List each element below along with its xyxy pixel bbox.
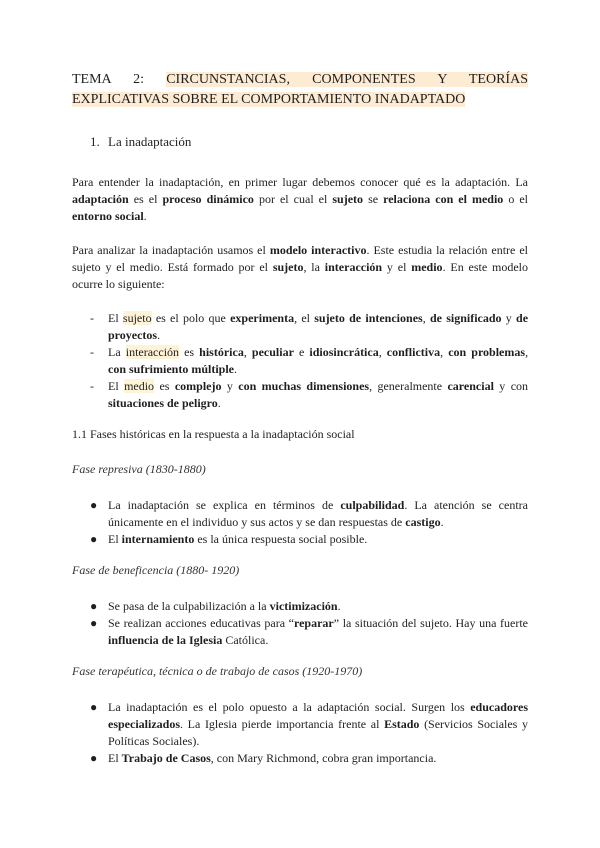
model-components-list (72, 310, 528, 412)
list-item: ● La inadaptación es el polo opuesto a la adaptación social. Surgen los educadores especializados. La Iglesia pierde importancia frente al Estado (Servicios Sociales y Políticas Sociales). (90, 700, 528, 748)
title-text: CIRCUNSTANCIAS, COMPONENTES Y TEORÍAS EXPLICATIVAS SOBRE EL COMPORTAMIENTO INADAPTADO (72, 72, 528, 107)
document-title (72, 70, 528, 110)
section-heading (90, 134, 528, 150)
phase-title: Fase de beneficencia (1880- 1920) (72, 563, 240, 577)
section-number: 1. (90, 134, 100, 149)
phase-list (72, 497, 528, 548)
section-label: La inadaptación (108, 134, 192, 149)
phase-title: Fase terapéutica, técnica o de trabajo de casos (1920-1970) (72, 664, 363, 678)
subsection-heading: 1.1 Fases históricas en la respuesta a la inadaptación social (72, 427, 355, 441)
list-item: - El sujeto es el polo que experimenta, el sujeto de intenciones, de significado y de proyectos. (90, 311, 529, 342)
phase-list (72, 598, 528, 649)
paragraph-adaptation: Para entender la inadaptación, en primer lugar debemos conocer qué es la adaptación. La adaptación es el proceso dinámico por el cual el sujeto se relaciona con el medio o el entorno social. (72, 175, 529, 223)
paragraph-model: Para analizar la inadaptación usamos el modelo interactivo. Este estudia la relación entre el sujeto y el medio. Está formado por el sujeto, la interacción y el medio. En este modelo ocurre lo siguiente: (72, 243, 528, 291)
list-item: ● El Trabajo de Casos, con Mary Richmond, cobra gran importancia. (90, 751, 437, 765)
phase-title: Fase represiva (1830-1880) (72, 462, 206, 476)
list-item: ● La inadaptación se explica en términos de culpabilidad. La atención se centra únicamente en el individuo y sus actos y se dan respuestas de castigo. (90, 498, 528, 529)
title-prefix: TEMA 2: (72, 72, 167, 87)
phase-list (72, 699, 528, 767)
list-item: - La interacción es histórica, peculiar e idiosincrática, conflictiva, con problemas, con sufrimiento múltiple. (90, 345, 529, 376)
list-item: ● El internamiento es la única respuesta social posible. (90, 532, 368, 546)
list-item: ● Se pasa de la culpabilización a la victimización. (90, 599, 341, 613)
list-item: ● Se realizan acciones educativas para “reparar” la situación del sujeto. Hay una fuerte influencia de la Iglesia Católica. (90, 616, 528, 647)
list-item: - El medio es complejo y con muchas dimensiones, generalmente carencial y con situaciones de peligro. (90, 379, 529, 410)
